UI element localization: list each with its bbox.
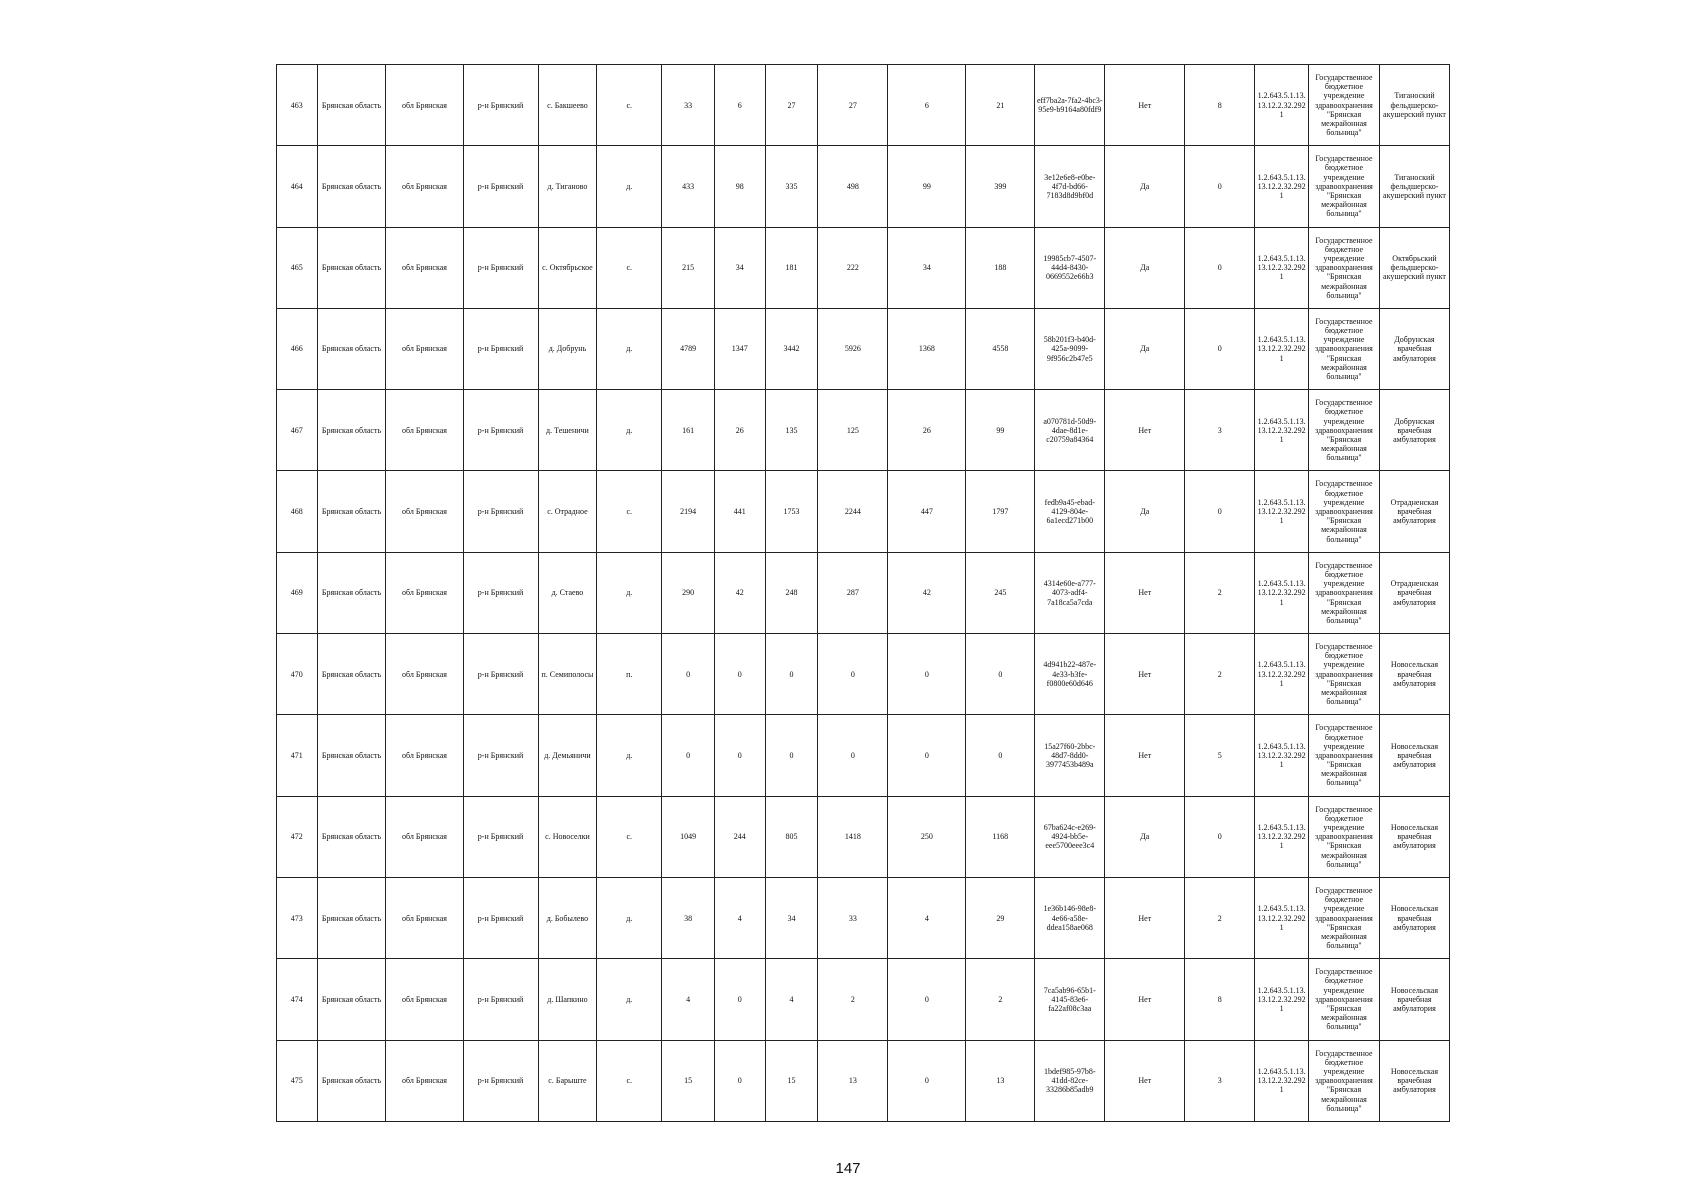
value-cell-6: 245 [966,552,1035,633]
locality-type-cell: с. [597,471,662,552]
value-cell-3: 4 [765,959,818,1040]
value-cell-3: 3442 [765,308,818,389]
value-cell-4: 2244 [818,471,888,552]
value-cell-4: 0 [818,634,888,715]
locality-type-cell: с. [597,227,662,308]
locality-cell: д. Демьяничи [538,715,597,796]
table-row [277,471,1450,552]
row-number-cell: 463 [277,65,318,146]
count-cell: 0 [1185,227,1255,308]
table-row [277,390,1450,471]
yes-no-cell: Нет [1105,1040,1185,1121]
district-cell: р-н Брянский [463,715,538,796]
locality-type-cell: д. [597,146,662,227]
table-row [277,65,1450,146]
table-row [277,227,1450,308]
guid-cell: 7ca5ab96-65b1-4145-83e6-fa22af08c3aa [1035,959,1105,1040]
oid-code-cell: 1.2.643.5.1.13.13.12.2.32.2921 [1255,552,1309,633]
value-cell-2: 26 [714,390,765,471]
subject-cell: Брянская область [317,308,386,389]
yes-no-cell: Да [1105,146,1185,227]
table-row [277,715,1450,796]
medical-point-cell: Новосельская врачебная амбулатория [1379,634,1449,715]
table-row [277,552,1450,633]
medical-point-cell: Добрунская врачебная амбулатория [1379,390,1449,471]
value-cell-4: 5926 [818,308,888,389]
value-cell-5: 34 [888,227,966,308]
value-cell-5: 250 [888,796,966,877]
oblast-cell: обл Брянская [386,65,463,146]
value-cell-3: 0 [765,715,818,796]
oid-code-cell: 1.2.643.5.1.13.13.12.2.32.2921 [1255,634,1309,715]
value-cell-2: 42 [714,552,765,633]
table-row [277,146,1450,227]
medical-point-cell: Добрунская врачебная амбулатория [1379,308,1449,389]
organization-cell: Государственное бюджетное учреждение здравоохранения "Брянская межрайонная больница" [1309,65,1380,146]
oblast-cell: обл Брянская [386,796,463,877]
count-cell: 0 [1185,796,1255,877]
value-cell-4: 27 [818,65,888,146]
value-cell-5: 447 [888,471,966,552]
table-body [277,65,1450,1122]
value-cell-6: 21 [966,65,1035,146]
value-cell-5: 1368 [888,308,966,389]
value-cell-1: 1049 [662,796,715,877]
value-cell-2: 0 [714,715,765,796]
guid-cell: 58b201f3-b40d-425a-9099-9f956c2b47e5 [1035,308,1105,389]
district-cell: р-н Брянский [463,1040,538,1121]
value-cell-5: 4 [888,877,966,958]
oid-code-cell: 1.2.643.5.1.13.13.12.2.32.2921 [1255,227,1309,308]
oid-code-cell: 1.2.643.5.1.13.13.12.2.32.2921 [1255,65,1309,146]
oblast-cell: обл Брянская [386,390,463,471]
organization-cell: Государственное бюджетное учреждение здравоохранения "Брянская межрайонная больница" [1309,1040,1380,1121]
locality-cell: с. Отрадное [538,471,597,552]
settlement-registry-table [276,64,1450,1122]
district-cell: р-н Брянский [463,65,538,146]
oblast-cell: обл Брянская [386,146,463,227]
guid-cell: 4d941b22-487e-4e33-b3fe-f0800e60d646 [1035,634,1105,715]
value-cell-4: 498 [818,146,888,227]
subject-cell: Брянская область [317,1040,386,1121]
district-cell: р-н Брянский [463,959,538,1040]
yes-no-cell: Нет [1105,390,1185,471]
value-cell-2: 1347 [714,308,765,389]
value-cell-2: 0 [714,1040,765,1121]
oblast-cell: обл Брянская [386,715,463,796]
value-cell-1: 33 [662,65,715,146]
value-cell-3: 34 [765,877,818,958]
value-cell-6: 1797 [966,471,1035,552]
oid-code-cell: 1.2.643.5.1.13.13.12.2.32.2921 [1255,308,1309,389]
count-cell: 8 [1185,959,1255,1040]
value-cell-6: 99 [966,390,1035,471]
value-cell-1: 290 [662,552,715,633]
locality-cell: с. Барыште [538,1040,597,1121]
value-cell-3: 248 [765,552,818,633]
row-number-cell: 464 [277,146,318,227]
value-cell-3: 181 [765,227,818,308]
subject-cell: Брянская область [317,471,386,552]
value-cell-1: 15 [662,1040,715,1121]
medical-point-cell: Тиганоский фельдшерско-акушерский пункт [1379,65,1449,146]
value-cell-6: 13 [966,1040,1035,1121]
subject-cell: Брянская область [317,877,386,958]
district-cell: р-н Брянский [463,877,538,958]
oblast-cell: обл Брянская [386,308,463,389]
value-cell-2: 98 [714,146,765,227]
oblast-cell: обл Брянская [386,227,463,308]
value-cell-3: 135 [765,390,818,471]
value-cell-4: 1418 [818,796,888,877]
row-number-cell: 466 [277,308,318,389]
yes-no-cell: Нет [1105,715,1185,796]
locality-type-cell: д. [597,715,662,796]
oid-code-cell: 1.2.643.5.1.13.13.12.2.32.2921 [1255,715,1309,796]
count-cell: 2 [1185,552,1255,633]
yes-no-cell: Нет [1105,634,1185,715]
value-cell-5: 0 [888,959,966,1040]
value-cell-6: 0 [966,634,1035,715]
organization-cell: Государственное бюджетное учреждение здравоохранения "Брянская межрайонная больница" [1309,308,1380,389]
value-cell-2: 0 [714,959,765,1040]
subject-cell: Брянская область [317,390,386,471]
guid-cell: 3e12e6e8-e0be-4f7d-bd66-7183d8d9bf0d [1035,146,1105,227]
oblast-cell: обл Брянская [386,471,463,552]
yes-no-cell: Нет [1105,552,1185,633]
yes-no-cell: Нет [1105,65,1185,146]
oid-code-cell: 1.2.643.5.1.13.13.12.2.32.2921 [1255,390,1309,471]
value-cell-4: 0 [818,715,888,796]
organization-cell: Государственное бюджетное учреждение здравоохранения "Брянская межрайонная больница" [1309,390,1380,471]
value-cell-1: 0 [662,715,715,796]
value-cell-5: 6 [888,65,966,146]
locality-type-cell: с. [597,1040,662,1121]
yes-no-cell: Да [1105,471,1185,552]
guid-cell: 1bdef985-97b8-41dd-82ce-33286b85adb9 [1035,1040,1105,1121]
row-number-cell: 472 [277,796,318,877]
value-cell-1: 38 [662,877,715,958]
value-cell-6: 399 [966,146,1035,227]
value-cell-6: 0 [966,715,1035,796]
oid-code-cell: 1.2.643.5.1.13.13.12.2.32.2921 [1255,146,1309,227]
medical-point-cell: Тиганоский фельдшерско-акушерский пункт [1379,146,1449,227]
value-cell-2: 34 [714,227,765,308]
locality-cell: п. Семиполосы [538,634,597,715]
locality-cell: д. Стаево [538,552,597,633]
organization-cell: Государственное бюджетное учреждение здравоохранения "Брянская межрайонная больница" [1309,227,1380,308]
table-row [277,796,1450,877]
value-cell-4: 13 [818,1040,888,1121]
value-cell-3: 1753 [765,471,818,552]
locality-type-cell: с. [597,796,662,877]
page-number: 147 [835,1160,861,1177]
locality-type-cell: д. [597,959,662,1040]
value-cell-4: 125 [818,390,888,471]
value-cell-6: 2 [966,959,1035,1040]
district-cell: р-н Брянский [463,146,538,227]
organization-cell: Государственное бюджетное учреждение здравоохранения "Брянская межрайонная больница" [1309,715,1380,796]
value-cell-6: 29 [966,877,1035,958]
value-cell-5: 26 [888,390,966,471]
organization-cell: Государственное бюджетное учреждение здравоохранения "Брянская межрайонная больница" [1309,146,1380,227]
district-cell: р-н Брянский [463,634,538,715]
yes-no-cell: Да [1105,227,1185,308]
value-cell-5: 0 [888,634,966,715]
organization-cell: Государственное бюджетное учреждение здравоохранения "Брянская межрайонная больница" [1309,796,1380,877]
value-cell-6: 1168 [966,796,1035,877]
table-row [277,959,1450,1040]
count-cell: 2 [1185,877,1255,958]
yes-no-cell: Нет [1105,959,1185,1040]
medical-point-cell: Октябрьский фельдшерско-акушерский пункт [1379,227,1449,308]
row-number-cell: 467 [277,390,318,471]
medical-point-cell: Новосельская врачебная амбулатория [1379,715,1449,796]
value-cell-3: 0 [765,634,818,715]
subject-cell: Брянская область [317,227,386,308]
locality-type-cell: д. [597,390,662,471]
table-row [277,877,1450,958]
medical-point-cell: Новосельская врачебная амбулатория [1379,959,1449,1040]
count-cell: 3 [1185,390,1255,471]
locality-cell: д. Бобылево [538,877,597,958]
locality-cell: с. Бакшеево [538,65,597,146]
value-cell-2: 6 [714,65,765,146]
locality-type-cell: д. [597,552,662,633]
subject-cell: Брянская область [317,959,386,1040]
locality-cell: д. Тиганово [538,146,597,227]
count-cell: 3 [1185,1040,1255,1121]
count-cell: 2 [1185,634,1255,715]
row-number-cell: 465 [277,227,318,308]
table-row [277,308,1450,389]
guid-cell: 4314e60e-a777-4073-adf4-7a18ca5a7cda [1035,552,1105,633]
locality-cell: с. Октябрьское [538,227,597,308]
value-cell-3: 805 [765,796,818,877]
value-cell-1: 433 [662,146,715,227]
value-cell-2: 244 [714,796,765,877]
row-number-cell: 474 [277,959,318,1040]
count-cell: 8 [1185,65,1255,146]
oid-code-cell: 1.2.643.5.1.13.13.12.2.32.2921 [1255,877,1309,958]
medical-point-cell: Новосельская врачебная амбулатория [1379,796,1449,877]
table-row [277,634,1450,715]
guid-cell: fedb9a45-ebad-4129-804e-6a1ecd271b00 [1035,471,1105,552]
value-cell-4: 2 [818,959,888,1040]
oid-code-cell: 1.2.643.5.1.13.13.12.2.32.2921 [1255,1040,1309,1121]
guid-cell: 19985cb7-4507-44d4-8430-0669552e66b3 [1035,227,1105,308]
table-row [277,1040,1450,1121]
document-sheet [276,64,1450,1122]
yes-no-cell: Да [1105,308,1185,389]
locality-cell: д. Тешеничи [538,390,597,471]
oblast-cell: обл Брянская [386,877,463,958]
district-cell: р-н Брянский [463,796,538,877]
value-cell-5: 0 [888,1040,966,1121]
value-cell-1: 161 [662,390,715,471]
value-cell-1: 215 [662,227,715,308]
value-cell-1: 2194 [662,471,715,552]
yes-no-cell: Да [1105,796,1185,877]
guid-cell: a070781d-50d9-4dae-8d1e-c20759a84364 [1035,390,1105,471]
value-cell-5: 99 [888,146,966,227]
oblast-cell: обл Брянская [386,634,463,715]
locality-type-cell: с. [597,65,662,146]
medical-point-cell: Отрадненская врачебная амбулатория [1379,552,1449,633]
district-cell: р-н Брянский [463,552,538,633]
count-cell: 0 [1185,471,1255,552]
organization-cell: Государственное бюджетное учреждение здравоохранения "Брянская межрайонная больница" [1309,877,1380,958]
count-cell: 0 [1185,308,1255,389]
locality-type-cell: д. [597,308,662,389]
value-cell-5: 0 [888,715,966,796]
value-cell-4: 33 [818,877,888,958]
value-cell-2: 4 [714,877,765,958]
subject-cell: Брянская область [317,552,386,633]
guid-cell: 67ba624c-e269-4924-bb5e-eee5700eee3c4 [1035,796,1105,877]
oid-code-cell: 1.2.643.5.1.13.13.12.2.32.2921 [1255,959,1309,1040]
value-cell-6: 188 [966,227,1035,308]
value-cell-3: 335 [765,146,818,227]
value-cell-3: 15 [765,1040,818,1121]
organization-cell: Государственное бюджетное учреждение здравоохранения "Брянская межрайонная больница" [1309,471,1380,552]
row-number-cell: 470 [277,634,318,715]
oblast-cell: обл Брянская [386,1040,463,1121]
yes-no-cell: Нет [1105,877,1185,958]
oblast-cell: обл Брянская [386,552,463,633]
subject-cell: Брянская область [317,796,386,877]
value-cell-4: 287 [818,552,888,633]
value-cell-2: 441 [714,471,765,552]
value-cell-5: 42 [888,552,966,633]
value-cell-1: 4 [662,959,715,1040]
organization-cell: Государственное бюджетное учреждение здравоохранения "Брянская межрайонная больница" [1309,552,1380,633]
oid-code-cell: 1.2.643.5.1.13.13.12.2.32.2921 [1255,796,1309,877]
oblast-cell: обл Брянская [386,959,463,1040]
subject-cell: Брянская область [317,146,386,227]
value-cell-2: 0 [714,634,765,715]
locality-type-cell: п. [597,634,662,715]
value-cell-1: 0 [662,634,715,715]
row-number-cell: 473 [277,877,318,958]
organization-cell: Государственное бюджетное учреждение здравоохранения "Брянская межрайонная больница" [1309,959,1380,1040]
locality-cell: д. Добрунь [538,308,597,389]
locality-cell: с. Новоселки [538,796,597,877]
district-cell: р-н Брянский [463,471,538,552]
organization-cell: Государственное бюджетное учреждение здравоохранения "Брянская межрайонная больница" [1309,634,1380,715]
value-cell-6: 4558 [966,308,1035,389]
district-cell: р-н Брянский [463,227,538,308]
subject-cell: Брянская область [317,634,386,715]
locality-cell: д. Шапкино [538,959,597,1040]
value-cell-4: 222 [818,227,888,308]
medical-point-cell: Новосельская врачебная амбулатория [1379,1040,1449,1121]
district-cell: р-н Брянский [463,390,538,471]
district-cell: р-н Брянский [463,308,538,389]
count-cell: 0 [1185,146,1255,227]
row-number-cell: 471 [277,715,318,796]
subject-cell: Брянская область [317,715,386,796]
value-cell-3: 27 [765,65,818,146]
medical-point-cell: Отрадненская врачебная амбулатория [1379,471,1449,552]
guid-cell: eff7ba2a-7fa2-4bc3-95e9-b9164a80fdf9 [1035,65,1105,146]
locality-type-cell: д. [597,877,662,958]
row-number-cell: 475 [277,1040,318,1121]
oid-code-cell: 1.2.643.5.1.13.13.12.2.32.2921 [1255,471,1309,552]
row-number-cell: 469 [277,552,318,633]
subject-cell: Брянская область [317,65,386,146]
guid-cell: 1e36b146-98e8-4e66-a58e-ddea158ae068 [1035,877,1105,958]
medical-point-cell: Новосельская врачебная амбулатория [1379,877,1449,958]
value-cell-1: 4789 [662,308,715,389]
row-number-cell: 468 [277,471,318,552]
count-cell: 5 [1185,715,1255,796]
guid-cell: 15a27f60-2bbc-48d7-8dd0-3977453b489a [1035,715,1105,796]
